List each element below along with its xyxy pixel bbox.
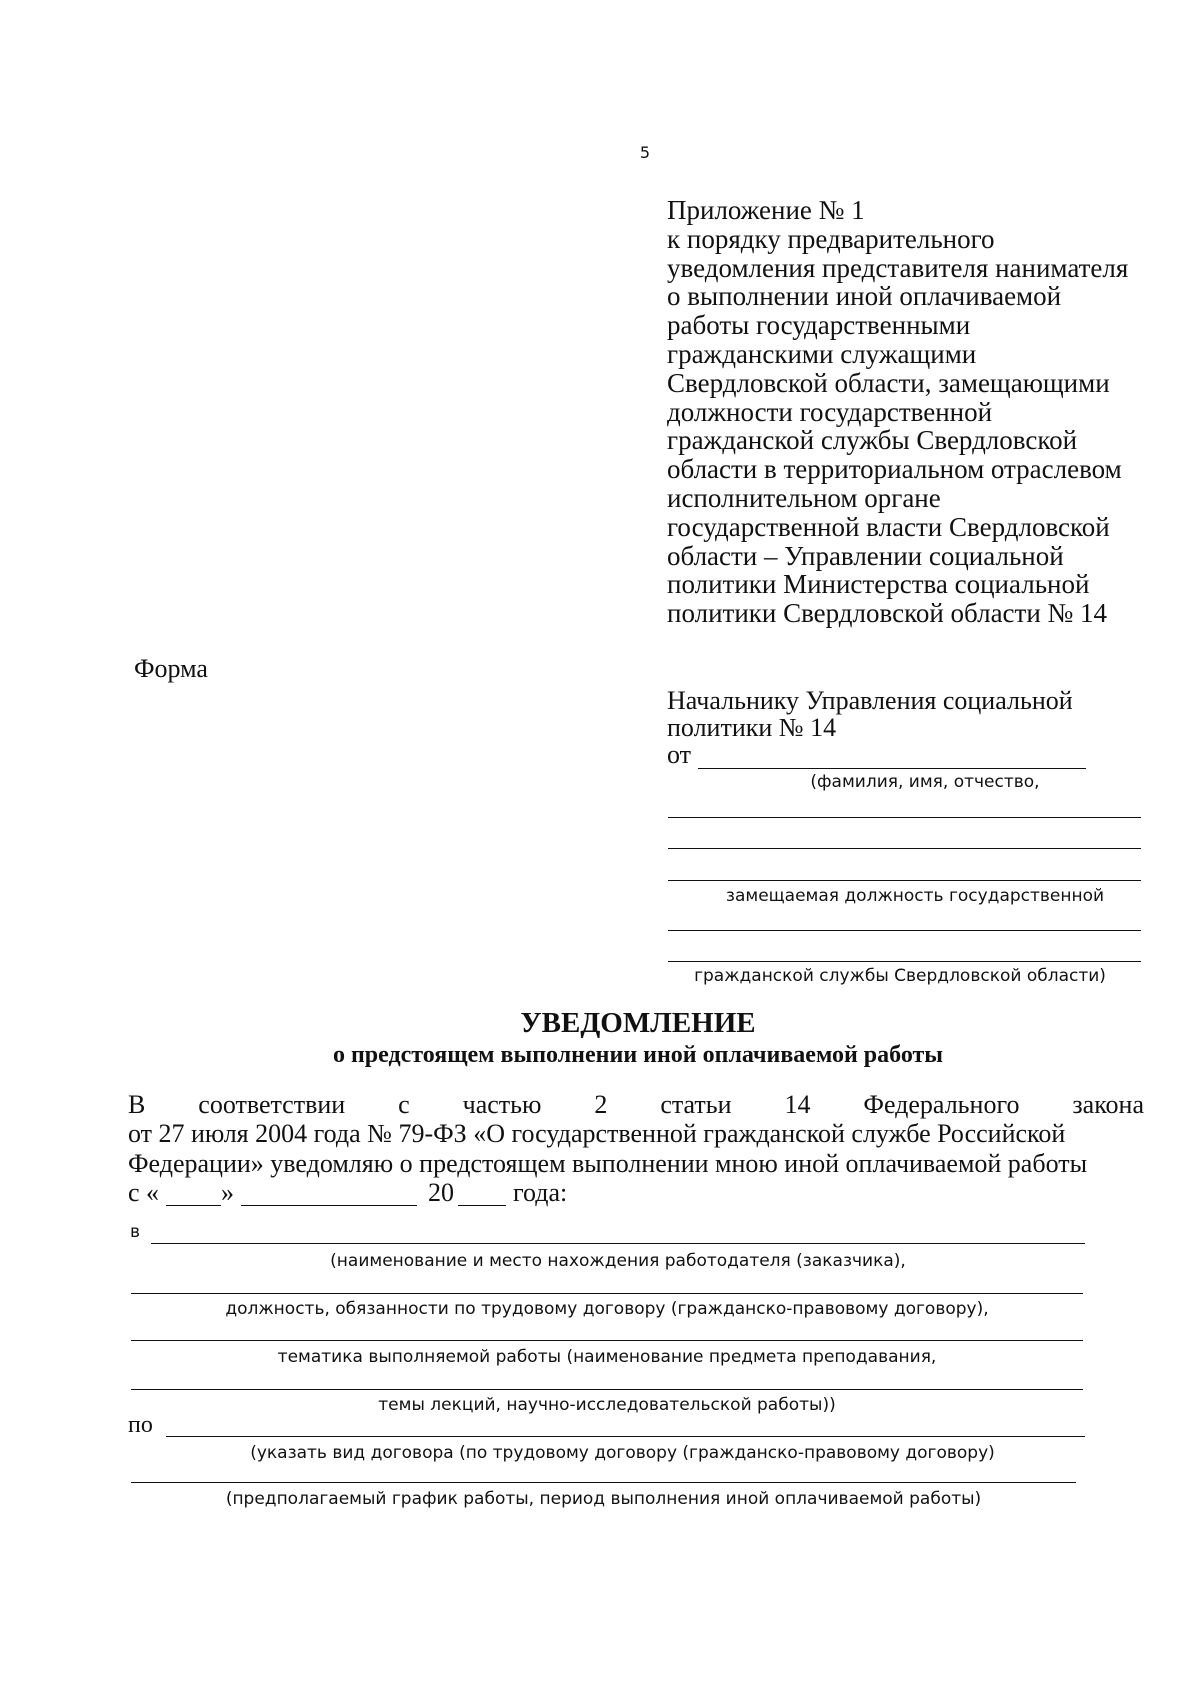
body-line-1-word: закона: [1072, 1090, 1144, 1119]
caption-topic: тематика выполняемой работы (наименование предмета преподавания,: [277, 1347, 937, 1367]
appendix-line: гражданской службы Свердловской: [667, 425, 1078, 456]
body-line-2: от 27 июля 2004 года № 79-ФЗ «О государственной гражданской службе Российской: [128, 1119, 1066, 1148]
body-line-1-word: 14: [784, 1090, 811, 1119]
caption-contract: (указать вид договора (по трудовому договору (гражданско-правовому договору): [250, 1443, 995, 1463]
caption-full-name: (фамилия, имя, отчество,: [810, 772, 1040, 792]
appendix-line: государственной власти Свердловской: [667, 511, 1110, 542]
topic-field[interactable]: [131, 1340, 1083, 1341]
caption-position: замещаемая должность государственной: [725, 886, 1105, 906]
form-label: Форма: [134, 654, 208, 683]
year-prefix: 20: [428, 1178, 454, 1207]
body-line-1-word: частью: [462, 1090, 542, 1119]
date-prefix: с «: [128, 1178, 160, 1207]
appendix-line: области – Управлении социальной: [667, 540, 1064, 571]
schedule-field[interactable]: [131, 1482, 1076, 1483]
addressee-blank-line-5[interactable]: [668, 961, 1141, 962]
date-day-field[interactable]: [166, 1205, 221, 1206]
appendix-line: о выполнении иной оплачиваемой: [667, 281, 1062, 312]
addressee-line-1: Начальнику Управления социальной: [667, 686, 1073, 715]
appendix-line: политики Министерства социальной: [667, 569, 1090, 600]
body-line-1-word: соответствии: [198, 1090, 346, 1119]
appendix-line: к порядку предварительного: [667, 223, 995, 254]
contract-field[interactable]: [166, 1436, 1085, 1437]
appendix-line: работы государственными: [667, 310, 971, 341]
appendix-line: области в территориальном отраслевом: [667, 454, 1122, 485]
caption-civil-service: гражданской службы Свердловской области): [694, 966, 1106, 986]
appendix-header: [667, 196, 1128, 628]
appendix-line: Свердловской области, замещающими: [667, 367, 1110, 398]
year-suffix: года:: [513, 1178, 568, 1207]
addressee-line-2: политики № 14: [667, 713, 837, 742]
body-line-1: [128, 1090, 1144, 1120]
in-label: в: [130, 1222, 141, 1242]
appendix-line: политики Свердловской области № 14: [667, 598, 1108, 629]
appendix-line: исполнительном органе: [667, 482, 941, 513]
from-label: от: [667, 740, 692, 769]
date-close-quote: »: [221, 1178, 234, 1207]
addressee-blank-line-3[interactable]: [668, 880, 1141, 881]
caption-employer: (наименование и место нахождения работодателя (заказчика),: [330, 1251, 906, 1271]
employer-field[interactable]: [151, 1243, 1085, 1244]
appendix-line: должности государственной: [667, 396, 993, 427]
caption-lectures: темы лекций, научно-исследовательской работы)): [378, 1395, 836, 1415]
date-month-field[interactable]: [241, 1205, 417, 1206]
addressee-blank-line-1[interactable]: [668, 817, 1141, 818]
body-line-1-word: Федерального: [863, 1090, 1020, 1119]
caption-duties: должность, обязанности по трудовому договору (гражданско-правовому договору),: [225, 1299, 989, 1319]
body-line-3: Федерации» уведомляю о предстоящем выполнении мною иной оплачиваемой работы: [128, 1149, 1088, 1178]
body-line-1-word: 2: [594, 1090, 608, 1119]
document-subtitle: о предстоящем выполнении иной оплачиваемой работы: [332, 1042, 944, 1068]
duties-field[interactable]: [131, 1293, 1083, 1294]
appendix-line: Приложение № 1: [667, 195, 865, 225]
addressee-blank-line-2[interactable]: [668, 848, 1141, 849]
appendix-line: гражданскими служащими: [667, 338, 977, 369]
by-label: по: [128, 1412, 153, 1438]
body-line-1-word: В: [128, 1090, 146, 1119]
from-name-line[interactable]: [698, 768, 1086, 769]
body-line-1-word: с: [398, 1090, 410, 1119]
page-number: 5: [639, 143, 651, 162]
document-title: УВЕДОМЛЕНИЕ: [520, 1007, 756, 1039]
appendix-line: уведомления представителя нанимателя: [667, 252, 1129, 283]
date-year-field[interactable]: [458, 1205, 506, 1206]
caption-schedule: (предполагаемый график работы, период выполнения иной оплачиваемой работы): [225, 1489, 982, 1509]
body-line-1-word: статьи: [660, 1090, 732, 1119]
lectures-field[interactable]: [131, 1389, 1083, 1390]
addressee-blank-line-4[interactable]: [668, 930, 1141, 931]
